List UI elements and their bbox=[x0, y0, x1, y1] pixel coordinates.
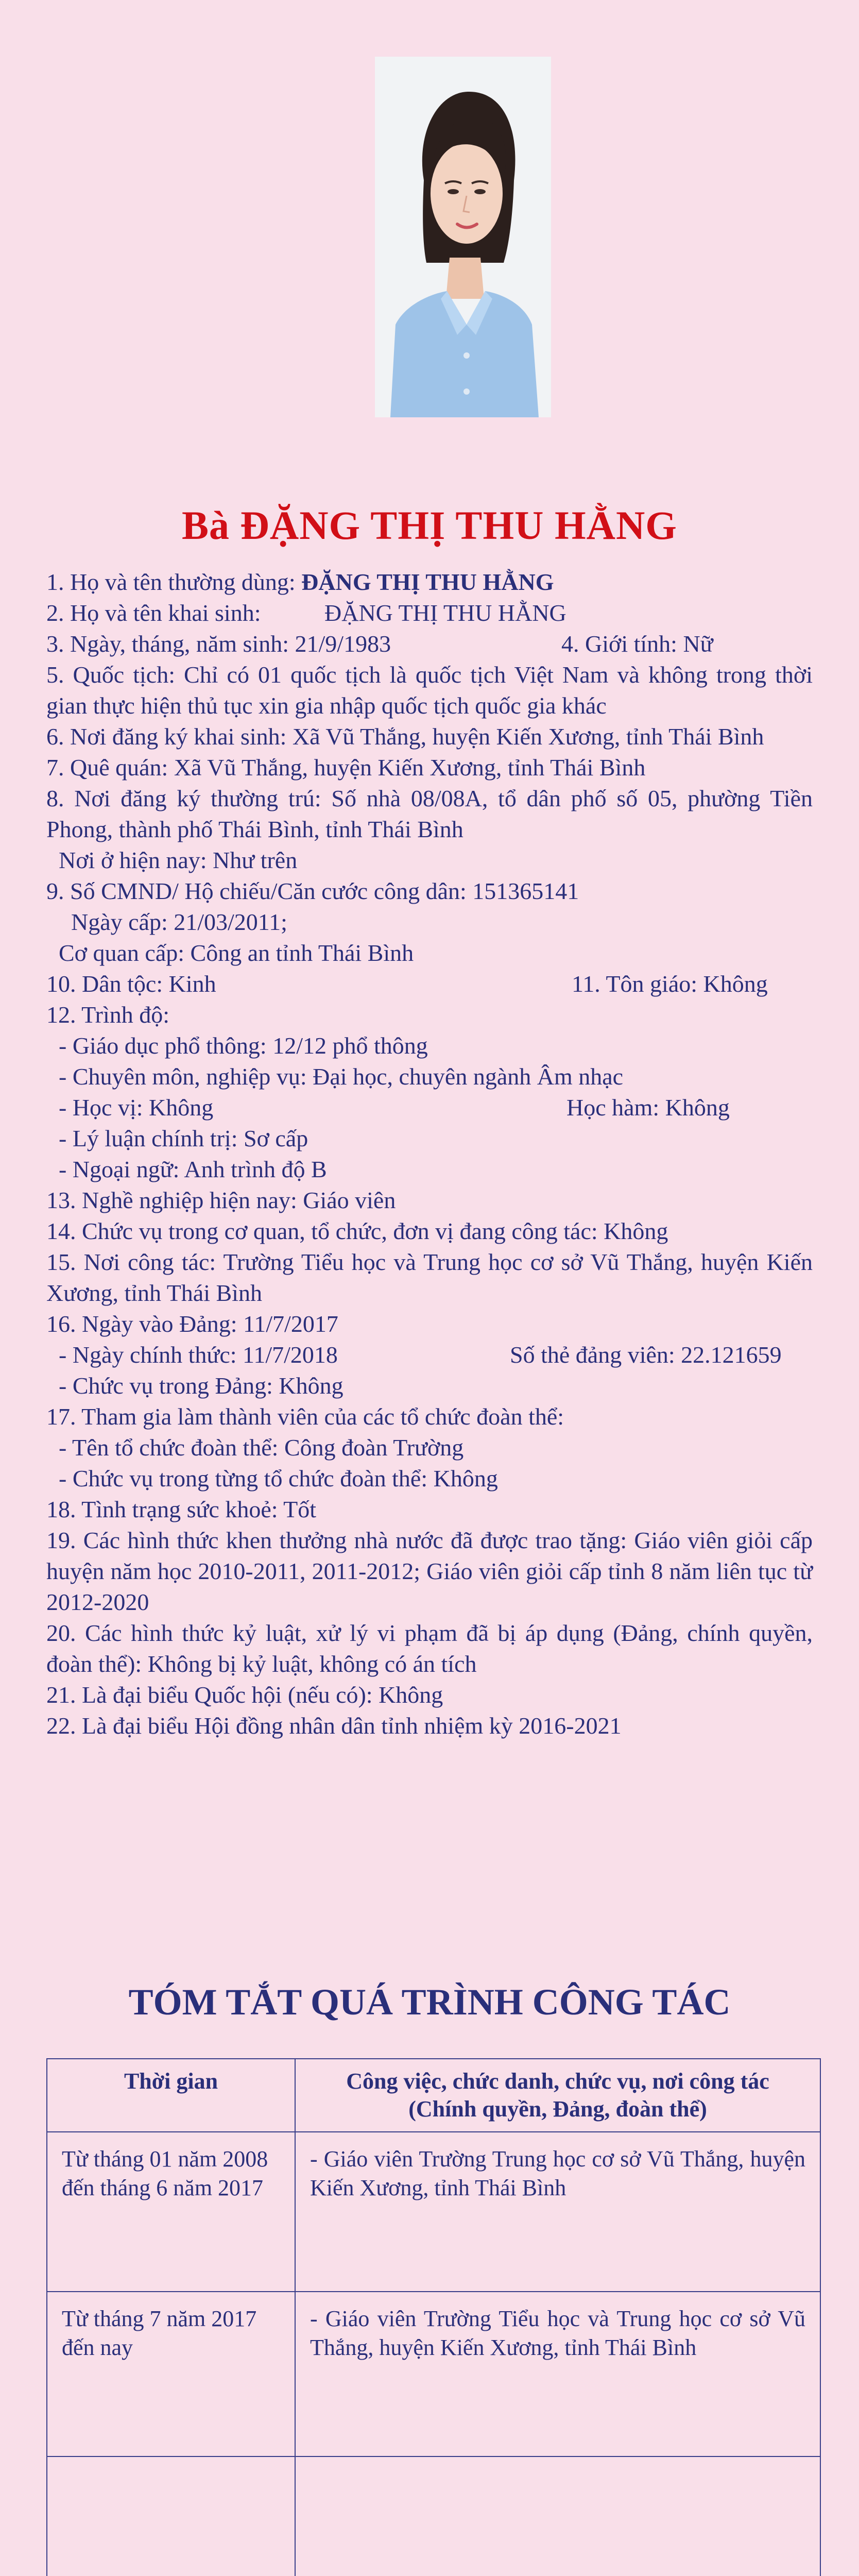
info-line-9: 9. Số CMND/ Hộ chiếu/Căn cước công dân: 151365141 bbox=[46, 878, 579, 904]
info-line-9b: Ngày cấp: 21/03/2011; bbox=[71, 909, 287, 935]
row-time bbox=[47, 2456, 295, 2576]
info-line-17a: - Tên tổ chức đoàn thể: Công đoàn Trường bbox=[59, 1434, 464, 1461]
religion: 11. Tôn giáo: Không bbox=[572, 971, 768, 997]
table-row bbox=[47, 2292, 820, 2456]
row-desc: - Giáo viên Trường Trung học cơ sở Vũ Thắng, huyện Kiến Xương, tỉnh Thái Bình bbox=[295, 2132, 820, 2292]
table-row bbox=[47, 2456, 820, 2576]
info-line-16b: - Chức vụ trong Đảng: Không bbox=[59, 1372, 343, 1399]
work-history-table bbox=[46, 2058, 821, 2576]
info-line-5: 5. Quốc tịch: Chỉ có 01 quốc tịch là quốc tịch Việt Nam và không trong thời gian thực hiện thủ tục xin gia nhập quốc tịch quốc gia khác bbox=[46, 662, 813, 719]
row-desc bbox=[295, 2456, 820, 2576]
row-time: Từ tháng 7 năm 2017 đến nay bbox=[47, 2292, 295, 2456]
row-desc: - Giáo viên Trường Tiểu học và Trung học cơ sở Vũ Thắng, huyện Kiến Xương, tỉnh Thái Bình bbox=[295, 2292, 820, 2456]
info-line-12c: - Học vị: Không Học hàm: Không bbox=[46, 1092, 813, 1123]
info-line-9c: Cơ quan cấp: Công an tỉnh Thái Bình bbox=[59, 940, 414, 966]
info-line-13: 13. Nghề nghiệp hiện nay: Giáo viên bbox=[46, 1187, 396, 1213]
info-line-19: 19. Các hình thức khen thưởng nhà nước đã được trao tặng: Giáo viên giỏi cấp huyện năm học 2010-2011, 2011-2012; Giáo viên giỏi cấp tỉnh 8 năm liên tục từ 2012-2020 bbox=[46, 1527, 813, 1615]
info-line-12d: - Lý luận chính trị: Sơ cấp bbox=[59, 1125, 308, 1151]
column-header-job: Công việc, chức danh, chức vụ, nơi công tác (Chính quyền, Đảng, đoàn thể) bbox=[295, 2059, 820, 2132]
info-line-18: 18. Tình trạng sức khoẻ: Tốt bbox=[46, 1496, 317, 1522]
info-line-21: 21. Là đại biểu Quốc hội (nếu có): Không bbox=[46, 1682, 443, 1708]
gender: 4. Giới tính: Nữ bbox=[561, 631, 713, 657]
portrait-photo bbox=[375, 57, 551, 417]
common-name-value: ĐẶNG THỊ THU HẰNG bbox=[301, 569, 554, 595]
info-line-16a: - Ngày chính thức: 11/7/2018 Số thẻ đảng viên: 22.121659 bbox=[46, 1340, 813, 1370]
info-line-15: 15. Nơi công tác: Trường Tiểu học và Trung học cơ sở Vũ Thắng, huyện Kiến Xương, tỉnh Thái Bình bbox=[46, 1249, 813, 1306]
info-line-6: 6. Nơi đăng ký khai sinh: Xã Vũ Thắng, huyện Kiến Xương, tỉnh Thái Bình bbox=[46, 723, 764, 750]
info-line-16: 16. Ngày vào Đảng: 11/7/2017 bbox=[46, 1311, 338, 1337]
info-line-10: 10. Dân tộc: Kinh 11. Tôn giáo: Không bbox=[46, 969, 813, 999]
info-line-3: 3. Ngày, tháng, năm sinh: 21/9/1983 4. Giới tính: Nữ bbox=[46, 629, 813, 659]
info-line-22: 22. Là đại biểu Hội đồng nhân dân tỉnh nhiệm kỳ 2016-2021 bbox=[46, 1713, 622, 1739]
table-header-row bbox=[47, 2059, 820, 2132]
academic-title: Học hàm: Không bbox=[566, 1094, 730, 1121]
info-line-12b: - Chuyên môn, nghiệp vụ: Đại học, chuyên ngành Âm nhạc bbox=[59, 1063, 624, 1090]
info-line-12: 12. Trình độ: bbox=[46, 1002, 170, 1028]
column-header-time: Thời gian bbox=[47, 2059, 295, 2132]
row-time: Từ tháng 01 năm 2008 đến tháng 6 năm 2017 bbox=[47, 2132, 295, 2292]
info-line-14: 14. Chức vụ trong cơ quan, tổ chức, đơn vị đang công tác: Không bbox=[46, 1218, 668, 1244]
info-line-20: 20. Các hình thức kỷ luật, xử lý vi phạm đã bị áp dụng (Đảng, chính quyền, đoàn thể): Không bị kỷ luật, không có án tích bbox=[46, 1620, 813, 1677]
info-line-7: 7. Quê quán: Xã Vũ Thắng, huyện Kiến Xương, tỉnh Thái Bình bbox=[46, 754, 646, 781]
birth-name-value: ĐẶNG THỊ THU HẰNG bbox=[324, 600, 566, 626]
party-card-number: Số thẻ đảng viên: 22.121659 bbox=[510, 1342, 782, 1368]
info-line-8: 8. Nơi đăng ký thường trú: Số nhà 08/08A, tổ dân phố số 05, phường Tiền Phong, thành phố Thái Bình, tỉnh Thái Bình bbox=[46, 785, 813, 842]
info-line-17: 17. Tham gia làm thành viên của các tổ chức đoàn thể: bbox=[46, 1403, 564, 1430]
info-line-12a: - Giáo dục phổ thông: 12/12 phổ thông bbox=[59, 1032, 428, 1059]
info-line-12e: - Ngoại ngữ: Anh trình độ B bbox=[59, 1156, 327, 1182]
personal-info bbox=[46, 567, 813, 1741]
info-line-8b: Nơi ở hiện nay: Như trên bbox=[59, 847, 298, 873]
info-line-1: 1. Họ và tên thường dùng: ĐẶNG THỊ THU HẰNG bbox=[46, 569, 554, 595]
info-line-17b: - Chức vụ trong từng tổ chức đoàn thể: Không bbox=[59, 1465, 498, 1492]
work-history-title: TÓM TẮT QUÁ TRÌNH CÔNG TÁC bbox=[128, 1981, 731, 2023]
info-line-2: 2. Họ và tên khai sinh: ĐẶNG THỊ THU HẰNG bbox=[46, 598, 813, 629]
person-name-title: Bà ĐẶNG THỊ THU HẰNG bbox=[182, 503, 677, 548]
table-row bbox=[47, 2132, 820, 2292]
